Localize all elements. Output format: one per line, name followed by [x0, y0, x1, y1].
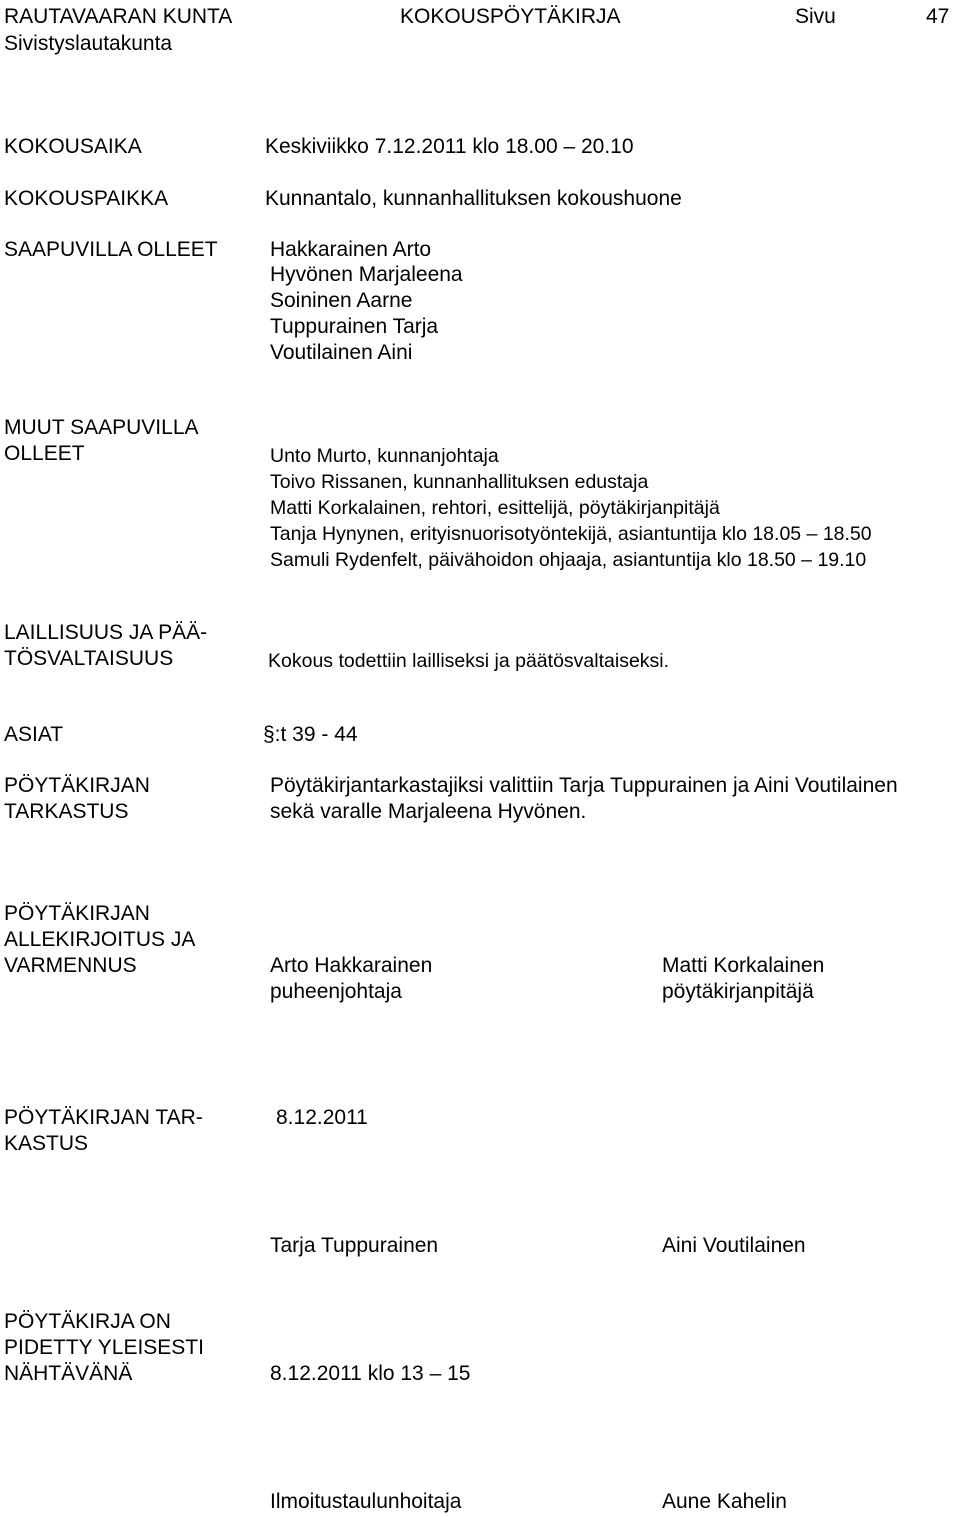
municipality-name: RAUTAVAARAN KUNTA	[4, 5, 233, 28]
present-member: Hakkarainen Arto	[270, 238, 432, 261]
chair-name: Arto Hakkarainen	[270, 954, 433, 977]
matters-label: ASIAT	[4, 723, 64, 746]
department-name: Sivistyslautakunta	[4, 32, 173, 55]
notice-board-role: Ilmoitustaulunhoitaja	[270, 1490, 462, 1513]
signing-label: PÖYTÄKIRJAN	[4, 902, 150, 925]
secretary-role: pöytäkirjanpitäjä	[662, 980, 814, 1003]
public-display-label: PÖYTÄKIRJA ON	[4, 1310, 171, 1333]
legality-label: LAILLISUUS JA PÄÄ-	[4, 621, 208, 644]
inspection-date: 8.12.2011	[276, 1106, 368, 1129]
minutes-check-label: TARKASTUS	[4, 800, 129, 823]
page-label: Sivu	[795, 5, 836, 28]
present-label: SAAPUVILLA OLLEET	[4, 238, 218, 261]
page-number: 47	[926, 5, 950, 28]
minutes-check-label: PÖYTÄKIRJAN	[4, 774, 150, 797]
meeting-place-value: Kunnantalo, kunnanhallituksen kokoushuone	[265, 187, 682, 210]
minutes-check-value: sekä varalle Marjaleena Hyvönen.	[270, 800, 587, 823]
document-type: KOKOUSPÖYTÄKIRJA	[400, 5, 621, 28]
present-member: Soininen Aarne	[270, 289, 413, 312]
others-present-label: MUUT SAAPUVILLA	[4, 416, 199, 439]
others-present-label: OLLEET	[4, 442, 85, 465]
other-present-person: Matti Korkalainen, rehtori, esittelijä, pöytäkirjanpitäjä	[270, 497, 720, 519]
notice-board-person: Aune Kahelin	[662, 1490, 787, 1513]
other-present-person: Samuli Rydenfelt, päivähoidon ohjaaja, asiantuntija klo 18.50 – 19.10	[270, 549, 867, 571]
matters-value: §:t 39 - 44	[263, 723, 358, 746]
other-present-person: Toivo Rissanen, kunnanhallituksen edustaja	[270, 471, 649, 493]
present-member: Tuppurainen Tarja	[270, 315, 439, 338]
minutes-check-value: Pöytäkirjantarkastajiksi valittiin Tarja Tuppurainen ja Aini Voutilainen	[270, 774, 898, 797]
meeting-time-label: KOKOUSAIKA	[4, 135, 142, 158]
other-present-person: Unto Murto, kunnanjohtaja	[270, 445, 499, 467]
legality-value: Kokous todettiin lailliseksi ja päätösvaltaiseksi.	[268, 650, 670, 672]
inspection-label: KASTUS	[4, 1132, 89, 1155]
inspection-label: PÖYTÄKIRJAN TAR-	[4, 1106, 203, 1129]
public-display-label: PIDETTY YLEISESTI	[4, 1336, 204, 1359]
present-member: Voutilainen Aini	[270, 341, 413, 364]
signing-label: ALLEKIRJOITUS JA	[4, 928, 196, 951]
chair-role: puheenjohtaja	[270, 980, 402, 1003]
other-present-person: Tanja Hynynen, erityisnuorisotyöntekijä, asiantuntija klo 18.05 – 18.50	[270, 523, 872, 545]
present-member: Hyvönen Marjaleena	[270, 263, 463, 286]
inspector-name: Tarja Tuppurainen	[270, 1234, 439, 1257]
public-display-label: NÄHTÄVÄNÄ	[4, 1362, 133, 1385]
signing-label: VARMENNUS	[4, 954, 137, 977]
meeting-place-label: KOKOUSPAIKKA	[4, 187, 169, 210]
public-display-value: 8.12.2011 klo 13 – 15	[270, 1362, 471, 1385]
secretary-name: Matti Korkalainen	[662, 954, 825, 977]
inspector-name: Aini Voutilainen	[662, 1234, 806, 1257]
legality-label: TÖSVALTAISUUS	[4, 647, 174, 670]
meeting-time-value: Keskiviikko 7.12.2011 klo 18.00 – 20.10	[265, 135, 634, 158]
